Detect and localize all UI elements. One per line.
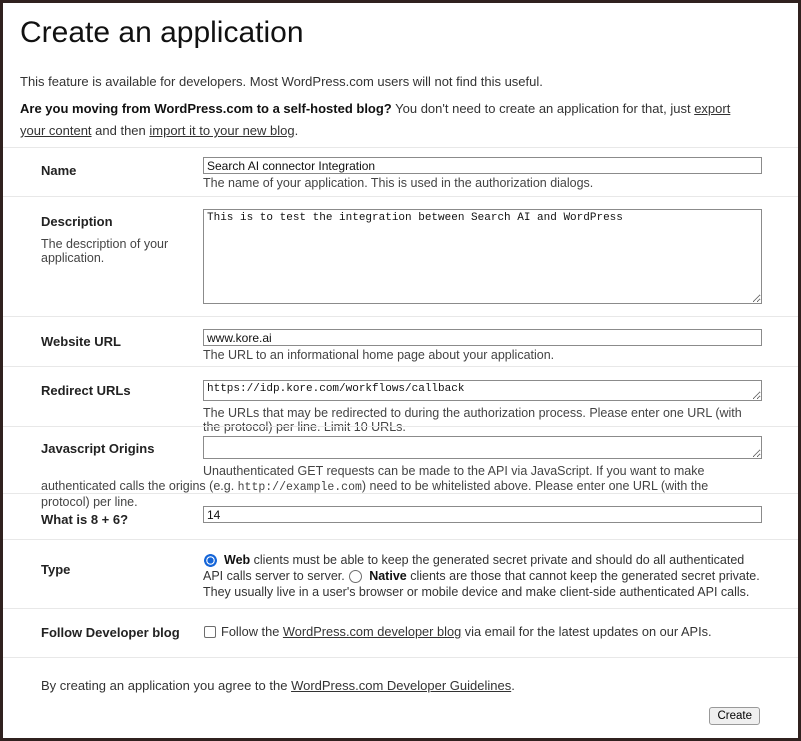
captcha-row: [3, 493, 798, 539]
javascript-origins-textarea[interactable]: [203, 436, 762, 459]
type-label: Type: [41, 562, 71, 577]
example-url-code: http://example.com: [237, 481, 362, 494]
redirect-urls-textarea[interactable]: [203, 380, 762, 401]
website-url-input[interactable]: [203, 329, 762, 346]
moving-text-3: .: [294, 123, 299, 138]
javascript-origins-help: Unauthenticated GET requests can be made to the API via JavaScript. If you want to make authenticated calls the origins (e.g. http://example.com) need to be whitelisted above. Please enter one URL (with the protocol) per line.: [41, 464, 709, 509]
name-input[interactable]: [203, 157, 762, 174]
create-application-form: [3, 147, 798, 658]
redirect-urls-row: [3, 366, 798, 434]
follow-label: Follow Developer blog: [41, 625, 180, 640]
description-textarea[interactable]: [203, 209, 762, 304]
description-sublabel: The description of your application.: [41, 237, 169, 265]
redirect-urls-label: Redirect URLs: [41, 383, 131, 398]
name-row: [3, 147, 798, 196]
javascript-origins-label: Javascript Origins: [41, 441, 155, 456]
export-content-link[interactable]: export your content: [20, 101, 731, 138]
moving-question: Are you moving from WordPress.com to a self-hosted blog?: [20, 101, 392, 116]
description-label: Description The description of your application.: [41, 214, 193, 265]
name-help: The name of your application. This is used in the authorization dialogs.: [203, 176, 594, 190]
moving-note: [20, 98, 756, 142]
follow-checkbox-label[interactable]: Follow the WordPress.com developer blog via email for the latest updates on our APIs.: [203, 624, 712, 639]
type-option-native[interactable]: Native clients are those that cannot keep the generated secret private. They usually live in a user's browser or mobile device and make client-side authenticated API calls.: [203, 569, 760, 599]
javascript-origins-row: [3, 426, 798, 509]
page-title: Create an application: [20, 16, 304, 49]
type-option-web[interactable]: Web clients must be able to keep the generated secret private and should do all authenticated API calls server to server.: [203, 553, 745, 583]
agreement-text: By creating an application you agree to the WordPress.com Developer Guidelines.: [41, 678, 515, 693]
type-row: [3, 539, 798, 608]
moving-text-2: and then: [91, 123, 150, 138]
follow-checkbox[interactable]: [204, 626, 216, 638]
form-footer: [3, 658, 798, 725]
import-blog-link[interactable]: import it to your new blog: [149, 123, 295, 138]
developer-blog-link[interactable]: WordPress.com developer blog: [282, 624, 462, 639]
create-button[interactable]: Create: [709, 707, 760, 725]
website-url-label: Website URL: [41, 334, 121, 349]
native-radio[interactable]: [349, 570, 362, 583]
website-url-row: [3, 316, 798, 366]
intro-text: This feature is available for developers. Most WordPress.com users will not find this useful.: [20, 74, 543, 89]
name-label: Name: [41, 163, 77, 178]
web-radio[interactable]: [204, 554, 217, 567]
developer-guidelines-link[interactable]: WordPress.com Developer Guidelines: [291, 678, 512, 693]
captcha-input[interactable]: [203, 506, 762, 523]
description-row: [3, 196, 798, 316]
redirect-urls-help: The URLs that may be redirected to during the authorization process. Please enter one URL (with the protocol) per line. Limit 10 URLs.: [203, 406, 742, 434]
follow-row: [3, 608, 798, 658]
moving-text-1: You don't need to create an application for that, just: [391, 101, 695, 116]
captcha-label: What is 8 + 6?: [41, 512, 129, 527]
website-url-help: The URL to an informational home page about your application.: [203, 348, 555, 362]
